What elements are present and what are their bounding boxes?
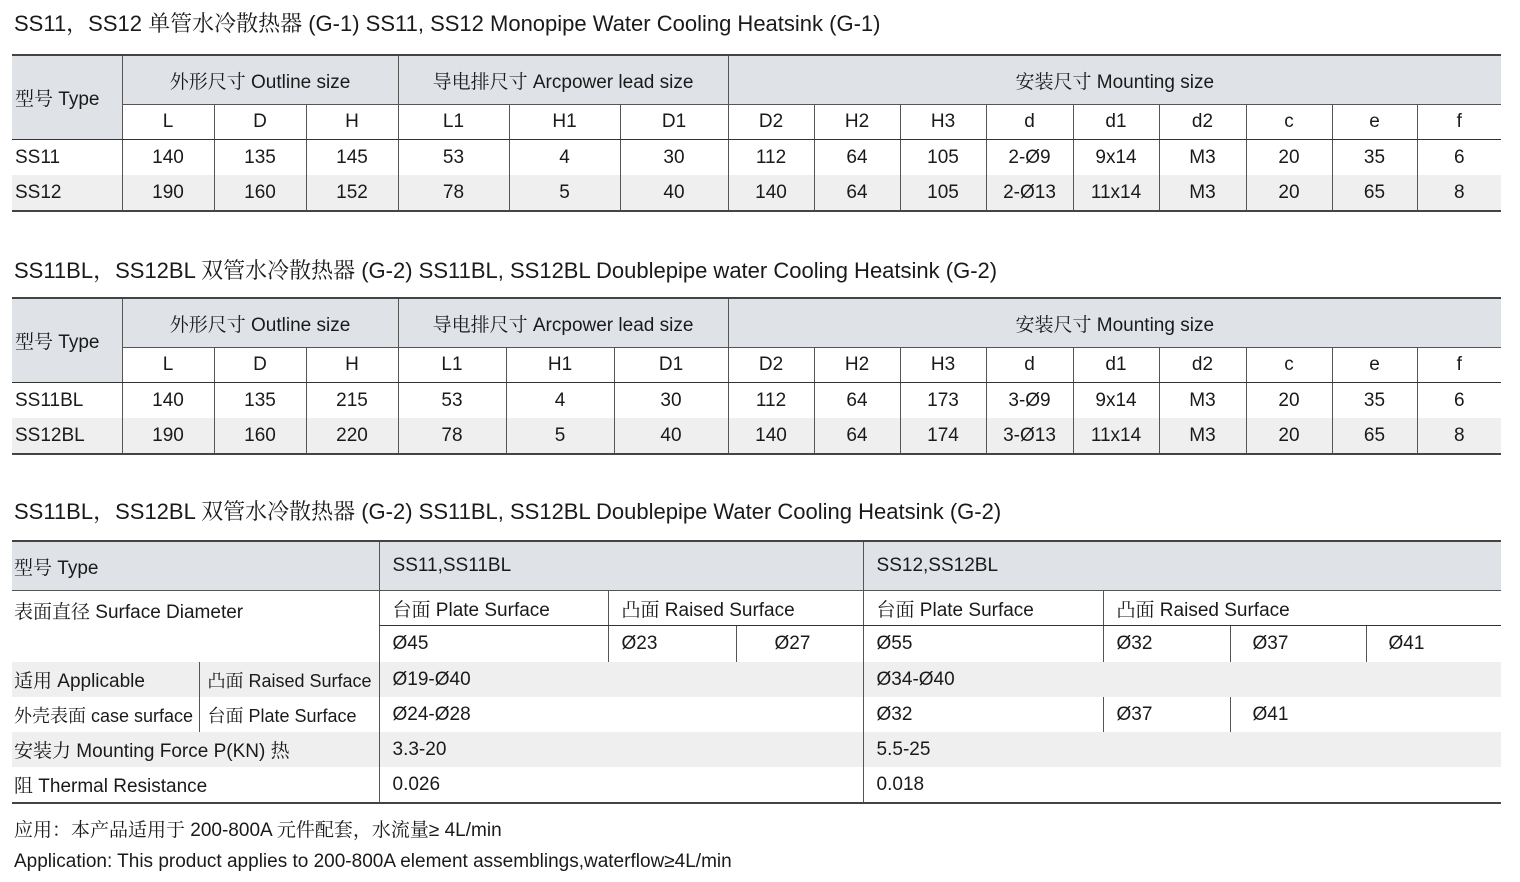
value-cell: 30 [614,383,728,419]
column-header: d [986,348,1073,383]
application-note-cn: 应用：本产品适用于 200-800A 元件配套，水流量≥ 4L/min [14,820,502,841]
outline-size-header: 外形尺寸 Outline size [122,55,398,105]
value-cell: 4 [509,140,620,176]
column-header: L [122,105,214,140]
value-cell: 5 [509,175,620,211]
column-header: c [1246,348,1332,383]
value-cell: 8 [1417,175,1501,211]
surface-row [12,591,1501,626]
value-cell: 30 [620,140,728,176]
value-cell: 3-Ø9 [986,383,1073,419]
diameter-cell: Ø32 [1103,626,1230,663]
value-cell: 9x14 [1073,383,1159,419]
value-cell: 2-Ø13 [986,175,1073,211]
column-header: e [1332,348,1417,383]
column-header: D [214,105,306,140]
column-header: H2 [814,348,900,383]
diameter-cell: Ø41 [1366,626,1501,663]
value-cell: 35 [1332,140,1417,176]
applicable-label: 适用 Applicable [12,662,199,697]
column-header: e [1332,105,1417,140]
value-cell: 65 [1332,418,1417,454]
mounting-force-row [12,732,1501,767]
thermal-resistance-label: 阻 Thermal Resistance [12,767,379,803]
value-cell: 160 [214,418,306,454]
value-cell: 40 [614,418,728,454]
diameter-cell: Ø27 [736,626,863,663]
thermal-resistance-b: 0.018 [863,767,1501,803]
value-cell: 78 [398,418,506,454]
mounting-force-a: 3.3-20 [379,732,863,767]
value-cell: 105 [900,175,986,211]
value-cell: 40 [620,175,728,211]
table-row [12,418,1501,454]
value-cell: 2-Ø9 [986,140,1073,176]
lead-size-header: 导电排尺寸 Arcpower lead size [398,55,728,105]
column-header: D [214,348,306,383]
table2 [12,297,1501,455]
value-cell: 53 [398,383,506,419]
applicable-plate-b-1: Ø32 [863,697,1103,732]
type-header: 型号 Type [12,55,122,140]
type-header: 型号 Type [12,298,122,383]
table1-title: SS11，SS12 单管水冷散热器 (G-1) SS11, SS12 Monopipe Water Cooling Heatsink (G-1) [14,11,881,36]
applicable-plate-b-2: Ø37 [1103,697,1230,732]
value-cell: 140 [728,418,814,454]
column-header: d1 [1073,348,1159,383]
applicable-plate-b-3: Ø41 [1230,697,1366,732]
value-cell: 135 [214,383,306,419]
value-cell: 9x14 [1073,140,1159,176]
table1 [12,54,1501,212]
outline-size-header: 外形尺寸 Outline size [122,298,398,348]
table2-column-header [12,348,1501,383]
value-cell: 190 [122,418,214,454]
column-header: D1 [620,105,728,140]
mounting-size-header: 安装尺寸 Mounting size [728,55,1501,105]
column-header: D2 [728,105,814,140]
value-cell: 35 [1332,383,1417,419]
surface-diameter-label: 表面直径 Surface Diameter [14,602,244,623]
mounting-force-b: 5.5-25 [863,732,1501,767]
model-cell: SS12BL [12,418,122,454]
value-cell: 78 [398,175,509,211]
value-cell: 140 [122,140,214,176]
column-header: c [1246,105,1332,140]
lead-size-header: 导电排尺寸 Arcpower lead size [398,298,728,348]
column-header: H3 [900,105,986,140]
value-cell: 160 [214,175,306,211]
value-cell: 112 [728,383,814,419]
value-cell: 6 [1417,140,1501,176]
table-row [12,175,1501,211]
value-cell: 3-Ø13 [986,418,1073,454]
value-cell: 190 [122,175,214,211]
column-header: H2 [814,105,900,140]
value-cell: 140 [728,175,814,211]
table-row [12,383,1501,419]
value-cell: 105 [900,140,986,176]
plate-surface-sublabel: 台面 Plate Surface [199,697,379,732]
thermal-resistance-row [12,767,1501,803]
column-header: f [1417,105,1501,140]
table3 [12,540,1501,804]
column-header: H3 [900,348,986,383]
applicable-raised-row [12,662,1501,697]
diameter-cell: Ø37 [1230,626,1366,663]
table3-title: SS11BL，SS12BL 双管水冷散热器 (G-2) SS11BL, SS12BL Doublepipe Water Cooling Heatsink (G-2) [14,499,1002,524]
model-b-header: SS12,SS12BL [863,541,1501,591]
column-header: d2 [1159,348,1246,383]
value-cell: 11x14 [1073,175,1159,211]
model-cell: SS11BL [15,389,84,411]
value-cell: 215 [306,383,398,419]
value-cell: 173 [900,383,986,419]
value-cell: 20 [1246,418,1332,454]
column-header: L [122,348,214,383]
model-a-header: SS11,SS11BL [379,541,863,591]
value-cell: 64 [814,418,900,454]
raised-surface-sublabel: 凸面 Raised Surface [199,662,379,697]
value-cell: 152 [306,175,398,211]
column-header: H [306,105,398,140]
column-header: H [306,348,398,383]
applicable-plate-row [12,697,1501,732]
applicable-plate-a: Ø24-Ø28 [379,697,863,732]
applicable-raised-b: Ø34-Ø40 [863,662,1501,697]
column-header: d1 [1073,105,1159,140]
value-cell: 174 [900,418,986,454]
diameter-cell: Ø55 [863,626,1103,663]
value-cell: 53 [398,140,509,176]
value-cell: 6 [1417,383,1501,419]
column-header: D1 [614,348,728,383]
value-cell: 20 [1246,383,1332,419]
table2-title: SS11BL，SS12BL 双管水冷散热器 (G-2) SS11BL, SS12BL Doublepipe water Cooling Heatsink (G-2) [14,258,998,283]
value-cell: 145 [306,140,398,176]
value-cell: M3 [1159,383,1246,419]
column-header: L1 [398,105,509,140]
case-surface-label: 外壳表面 case surface [14,705,194,726]
plate-surface-header: 台面 Plate Surface [863,591,1103,626]
column-header: L1 [398,348,506,383]
table1-column-header [12,105,1501,140]
column-header: H1 [506,348,614,383]
column-header: D2 [728,348,814,383]
value-cell: 64 [814,383,900,419]
value-cell: 11x14 [1073,418,1159,454]
mounting-force-label: 安装力 Mounting Force P(KN) 热 [12,732,379,767]
value-cell: 64 [814,175,900,211]
column-header: d [986,105,1073,140]
value-cell: 20 [1246,140,1332,176]
value-cell: 135 [214,140,306,176]
value-cell: 64 [814,140,900,176]
value-cell: M3 [1159,140,1246,176]
model-cell: SS11 [15,146,61,168]
thermal-resistance-a: 0.026 [379,767,863,803]
raised-surface-header: 凸面 Raised Surface [1103,591,1501,626]
column-header: d2 [1159,105,1246,140]
type-row [12,541,1501,591]
value-cell: M3 [1159,418,1246,454]
column-header: H1 [509,105,620,140]
diameter-cell: Ø45 [379,626,608,663]
mounting-size-header: 安装尺寸 Mounting size [728,298,1501,348]
table1-group-header [12,55,1501,105]
plate-surface-header: 台面 Plate Surface [379,591,608,626]
column-header: f [1417,348,1501,383]
raised-surface-header: 凸面 Raised Surface [608,591,863,626]
value-cell: 140 [122,383,214,419]
value-cell: 65 [1332,175,1417,211]
table-row [12,140,1501,176]
value-cell: 112 [728,140,814,176]
applicable-raised-a: Ø19-Ø40 [379,662,863,697]
table2-group-header [12,298,1501,348]
value-cell: 4 [506,383,614,419]
value-cell: 20 [1246,175,1332,211]
value-cell: M3 [1159,175,1246,211]
value-cell: 220 [306,418,398,454]
value-cell: 8 [1417,418,1501,454]
application-note-en: Application: This product applies to 200-800A element assemblings,waterflow≥4L/min [14,851,732,872]
type-label: 型号 Type [12,541,379,591]
diameter-cell: Ø23 [608,626,736,663]
value-cell: 5 [506,418,614,454]
model-cell: SS12 [12,175,122,211]
